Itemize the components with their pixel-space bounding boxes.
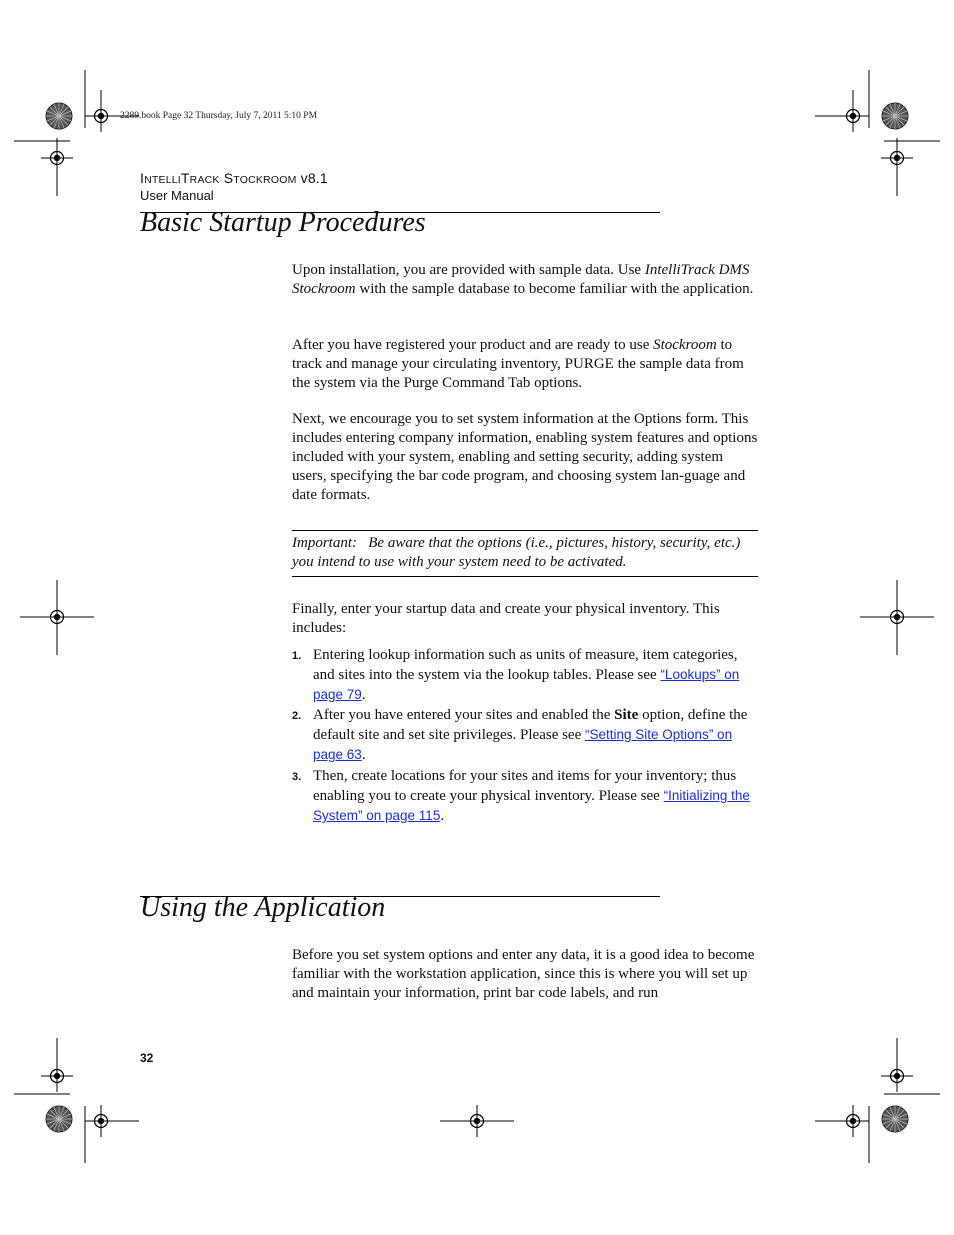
list-number: 1.: [292, 650, 302, 662]
list-number: 2.: [292, 710, 302, 722]
list-number: 3.: [292, 771, 302, 783]
cross-reference-link[interactable]: “Initializing the System” on page 115: [313, 788, 750, 823]
running-header-product: INTELLITRACK STOCKROOM v8.1: [140, 170, 328, 186]
starburst-target-icon: [46, 103, 72, 129]
paragraph: After you have registered your product and are ready to use Stockroom to track and manage your circulating inventory, PURGE the sample data from the system via the Purge Command Tab options.: [292, 337, 744, 391]
note-text: Be aware that the options (i.e., pictures, history, security, etc.) you intend to use with your system need to be activated.: [292, 535, 741, 570]
cross-reference-link[interactable]: “Lookups” on page 79: [313, 667, 740, 702]
page-number: 32: [140, 1051, 154, 1065]
section-title: Using the Application: [140, 892, 386, 923]
note-label: Important:: [292, 535, 357, 551]
list-item: 2. After you have entered your sites and enabled the Site option, define the default site and set site privileges. Please see “Setting Site Options” on page 63.: [292, 707, 748, 763]
print-slug: 2289.book Page 32 Thursday, July 7, 2011 5:10 PM: [120, 111, 318, 121]
starburst-target-icon: [882, 1106, 908, 1132]
paragraph: Next, we encourage you to set system information at the Options form. This includes entering company information, enabling system features and options included with your system, enabling and setting security, adding system users, specifying the bar code program, and choosing system lan-guage and date formats.: [292, 411, 758, 503]
paragraph: Before you set system options and enter any data, it is a good idea to become familiar with the workstation application, since this is where you will set up and maintain your information, print bar code labels, and run: [292, 947, 755, 1001]
paragraph: Finally, enter your startup data and create your physical inventory. This includes:: [292, 601, 720, 636]
section-title: Basic Startup Procedures: [140, 207, 426, 238]
starburst-target-icon: [882, 103, 908, 129]
running-header-manual: User Manual: [140, 188, 214, 203]
starburst-target-icon: [46, 1106, 72, 1132]
cross-reference-link[interactable]: “Setting Site Options” on page 63: [313, 727, 733, 762]
list-item: 1. Entering lookup information such as units of measure, item categories, and sites into the system via the lookup tables. Please see “Lookups” on page 79.: [292, 647, 740, 703]
paragraph: Upon installation, you are provided with sample data. Use IntelliTrack DMS Stockroom with the sample database to become familiar with the application.: [292, 262, 754, 297]
list-item: 3. Then, create locations for your sites and items for your inventory; thus enabling you to create your physical inventory. Please see “Initializing the System” on page 115.: [292, 768, 750, 824]
